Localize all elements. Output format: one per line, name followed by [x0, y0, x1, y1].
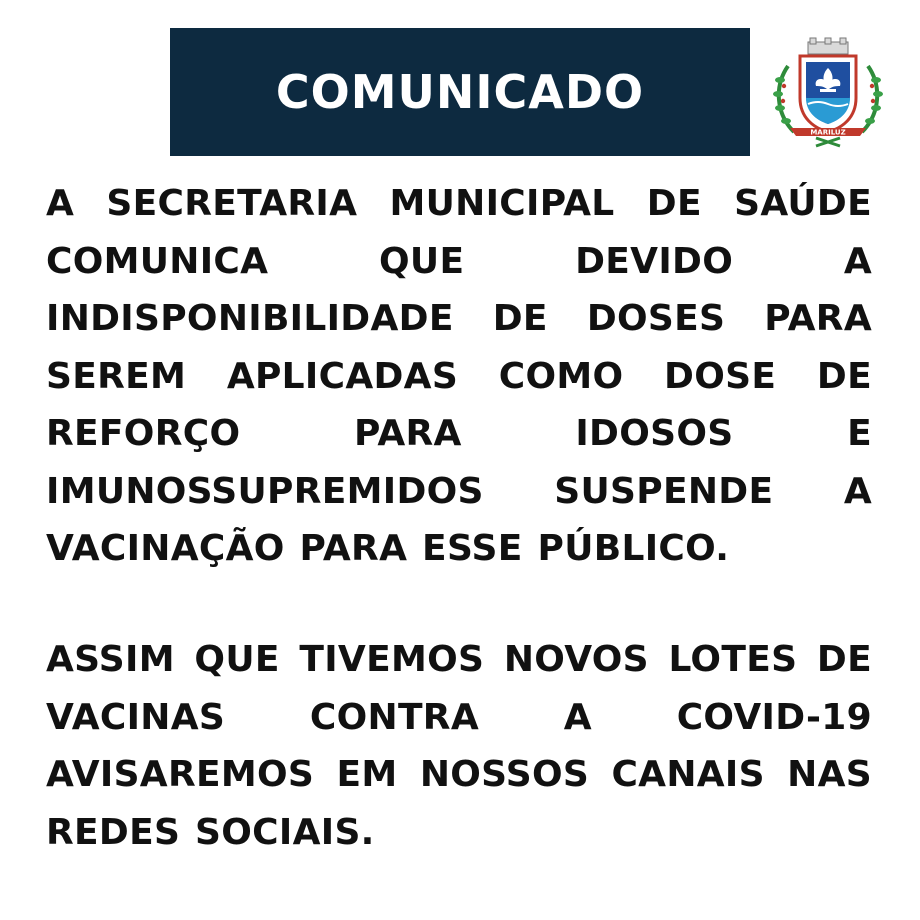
announcement-paragraph-2: ASSIM QUE TIVEMOS NOVOS LOTES DE VACINAS CONTRA A COVID-19 AVISAREMOS EM NOSSOS CANAIS NAS REDES SOCIAIS.: [46, 639, 872, 853]
title-banner: [170, 28, 750, 156]
announcement-paragraph-1: A SECRETARIA MUNICIPAL DE SAÚDE COMUNICA QUE DEVIDO A INDISPONIBILIDADE DE DOSES PARA SEREM APLICADAS COMO DOSE DE REFORÇO PARA IDOSOS E IMUNOSSUPREMIDOS SUSPENDE A VACINAÇÃO PARA ESSE PÚBLICO.: [46, 183, 872, 569]
municipal-coat-of-arms-icon: [768, 36, 888, 148]
page-title: COMUNICADO: [275, 65, 645, 119]
crest-ribbon-text: MARILUZ: [810, 128, 846, 137]
